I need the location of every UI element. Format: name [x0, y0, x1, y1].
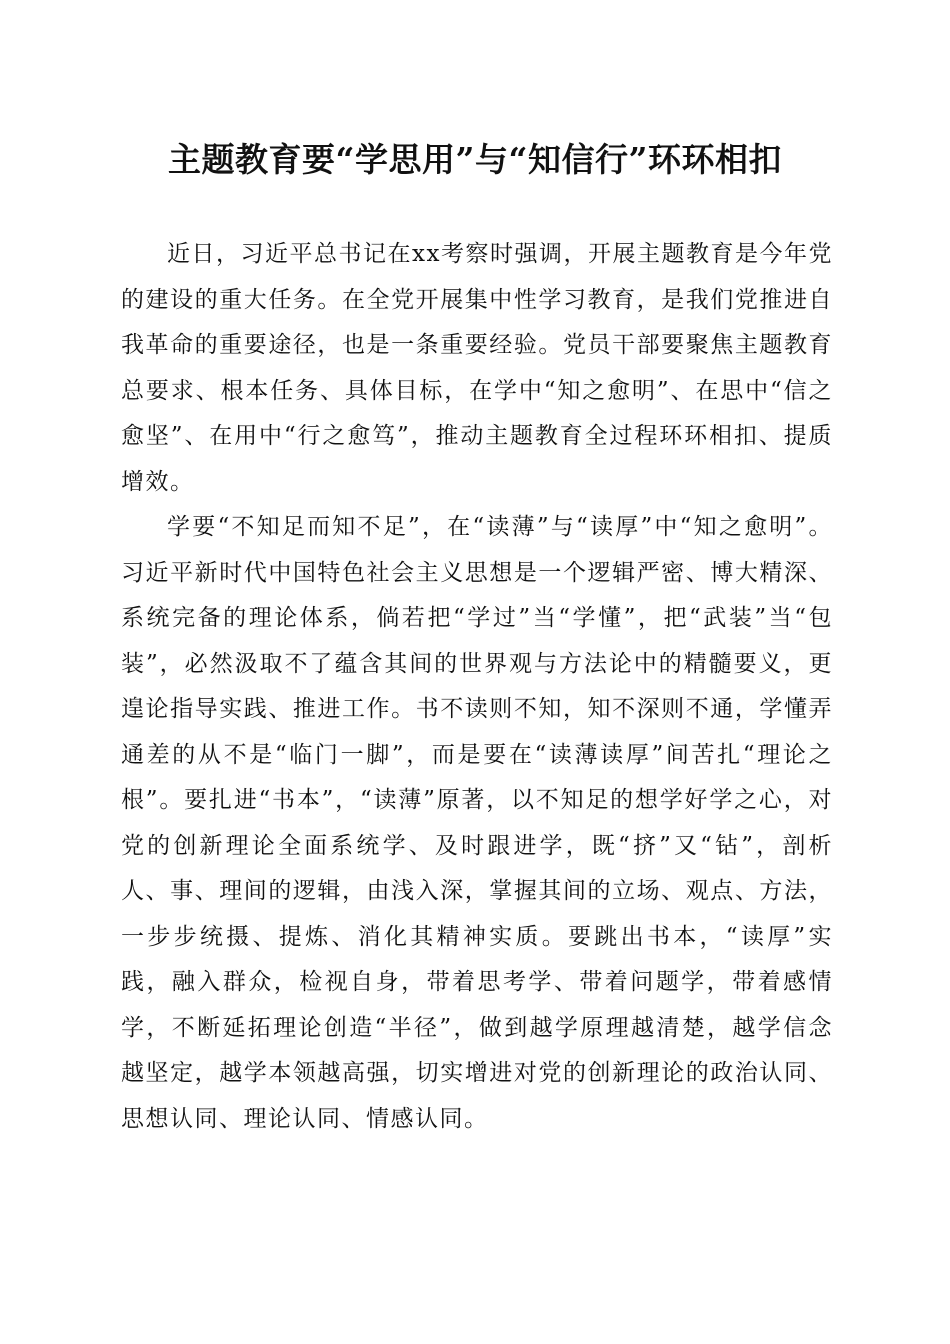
paragraph-intro: 近日，习近平总书记在xx考察时强调，开展主题教育是今年党的建设的重大任务。在全党开展集中性学习教育，是我们党推进自我革命的重要途径，也是一条重要经验。党员干部要聚焦主题教育总要求、根本任务、具体目标，在学中“知之愈明”、在思中“信之愈坚”、在用中“行之愈笃”，推动主题教育全过程环环相扣、提质增效。 [121, 241, 833, 495]
document-body [121, 232, 833, 1142]
paragraph-study: 学要“不知足而知不足”，在“读薄”与“读厚”中“知之愈明”。习近平新时代中国特色社会主义思想是一个逻辑严密、博大精深、系统完备的理论体系，倘若把“学过”当“学懂”，把“武装”当“包装”，必然汲取不了蕴含其间的世界观与方法论中的精髓要义，更遑论指导实践、推进工作。书不读则不知，知不深则不通，学懂弄通差的从不是“临门一脚”，而是要在“读薄读厚”间苦扎“理论之根”。要扎进“书本”，“读薄”原著，以不知足的想学好学之心，对党的创新理论全面系统学、及时跟进学，既“挤”又“钻”，剖析人、事、理间的逻辑，由浅入深，掌握其间的立场、观点、方法，一步步统摄、提炼、消化其精神实质。要跳出书本，“读厚”实践，融入群众，检视自身，带着思考学、带着问题学，带着感情学，不断延拓理论创造“半径”，做到越学原理越清楚，越学信念越坚定，越学本领越高强，切实增进对党的创新理论的政治认同、思想认同、理论认同、情感认同。 [121, 514, 833, 1132]
document-title: 主题教育要“学思用”与“知信行”环环相扣 [168, 140, 782, 179]
